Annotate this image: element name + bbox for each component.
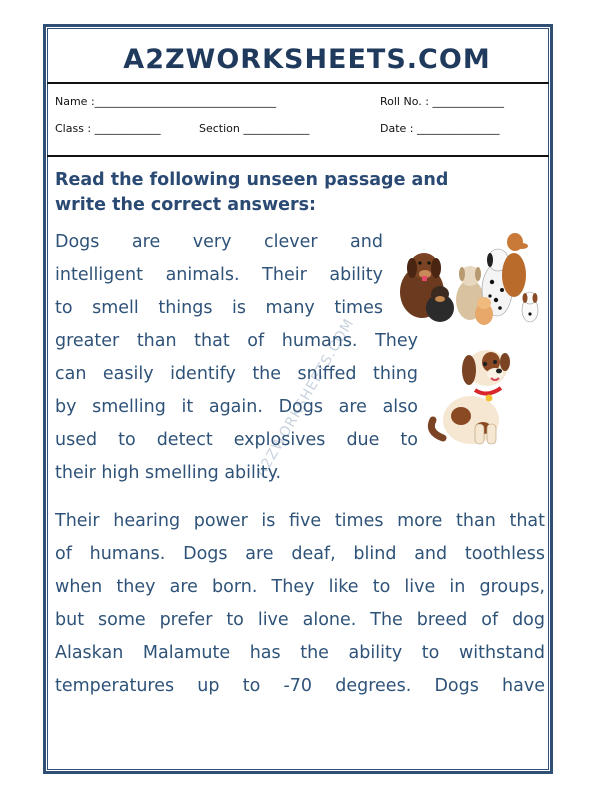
passage-line: Their hearing power is five times more than that <box>55 511 545 531</box>
section-field: Section ____________ <box>199 122 310 135</box>
passage-line: when they are born. They like to live in groups, <box>55 577 545 597</box>
passage-line: greater than that of humans. They <box>55 331 418 351</box>
passage-line: their high smelling ability. <box>55 463 282 483</box>
passage-line: of humans. Dogs are deaf, blind and toothless <box>55 544 545 564</box>
instructions-heading <box>55 168 535 218</box>
passage-line: but some prefer to live alone. The breed of dog <box>55 610 545 630</box>
passage-line: Dogs are very clever and <box>55 232 383 252</box>
passage-line: can easily identify the sniffed thing <box>55 364 418 384</box>
passage-line: temperatures up to -70 degrees. Dogs have <box>55 676 545 696</box>
passage-paragraph-2 <box>55 505 545 703</box>
fields-divider <box>47 155 549 157</box>
watermark: A2ZWORKSHEETS.COM <box>253 315 358 481</box>
name-field: Name :_________________________________ <box>55 95 277 108</box>
header-divider <box>47 82 549 84</box>
site-title: A2ZWORKSHEETS.COM <box>123 44 491 75</box>
passage-paragraph-1 <box>55 226 418 490</box>
passage-line: used to detect explosives due to <box>55 430 418 450</box>
heading-line-1: Read the following unseen passage and <box>55 170 449 190</box>
date-field: Date : _______________ <box>380 122 500 135</box>
passage-line: by smelling it again. Dogs are also <box>55 397 418 417</box>
class-field: Class : ____________ <box>55 122 161 135</box>
passage-line: intelligent animals. Their ability <box>55 265 383 285</box>
passage-line: Alaskan Malamute has the ability to withstand <box>55 643 545 663</box>
heading-line-2: write the correct answers: <box>55 195 317 215</box>
passage-line: to smell things is many times <box>55 298 383 318</box>
sitting-puppy-illustration <box>425 340 525 450</box>
dog-group-illustration <box>392 230 547 330</box>
roll-no-field: Roll No. : _____________ <box>380 95 504 108</box>
